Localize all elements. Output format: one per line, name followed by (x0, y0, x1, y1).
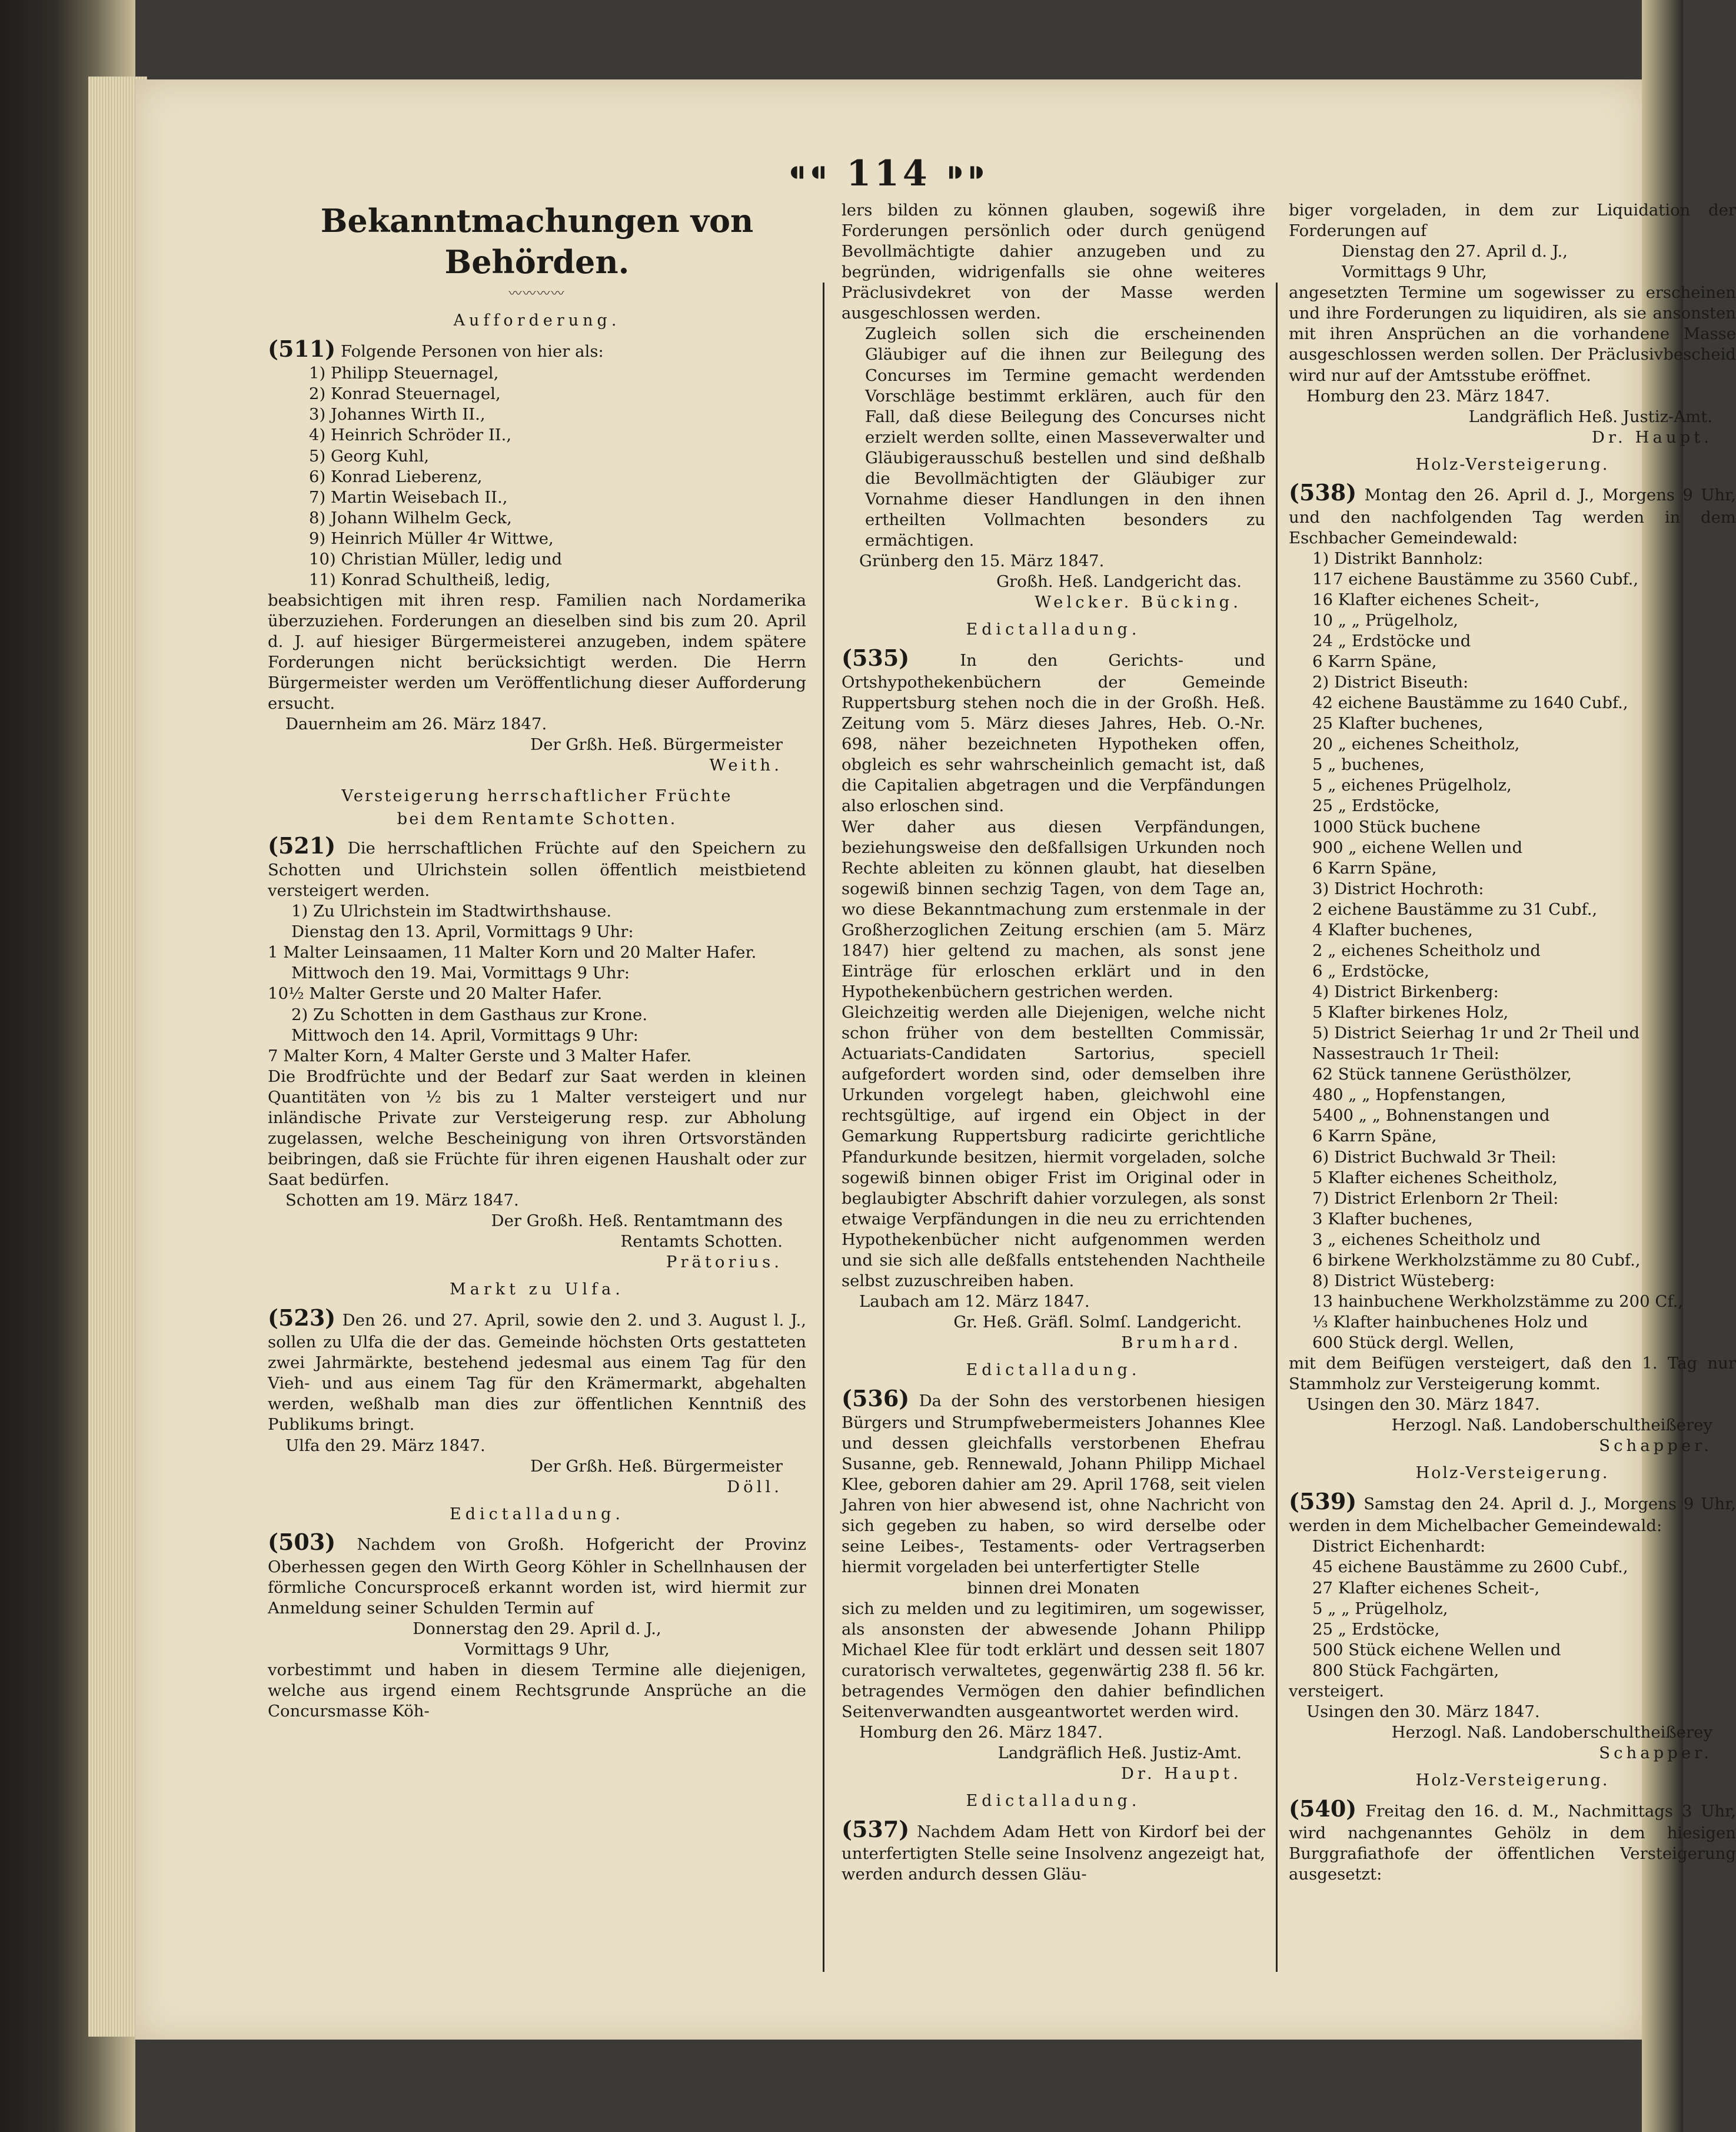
notice-place-date: Usingen den 30. März 1847. (1306, 1395, 1540, 1414)
notice-signature: Landgräflich Heß. Justiz-Amt. (997, 1744, 1242, 1763)
notice-signature-name: Schapper. (1599, 1744, 1712, 1763)
notice-body (842, 644, 1265, 817)
lot-item: 2 „ eichenes Scheitholz und (1312, 941, 1541, 960)
lot-item: 900 „ eichene Wellen und (1312, 838, 1523, 857)
notice-536 (842, 1360, 1265, 1784)
lot-item: 5 „ buchenes, (1312, 755, 1425, 775)
notice-body: vorbestimmt und haben in diesem Termine alle diejenigen, welche aus irgend einem Rechtsgrunde Ansprüche an die Concursmasse Köh- (268, 1660, 806, 1721)
notice-signature-name: Dr. Haupt. (1120, 1764, 1242, 1784)
lot-item: 6 birkene Werkholzstämme zu 80 Cubf., (1312, 1250, 1641, 1270)
notice-body: Gleichzeitig werden alle Diejenigen, welche nicht schon früher von dem bestellten Commissär, Actuariats-Candidaten Sartorius, speciell aufgefordert worden sind, oder demselben ihre Urkunden vorgelegt haben, gleichwohl eine rechtsgültige, auf irgend ein Object in der Gemarkung Ruppertsburg radicirte gerichtliche Pfandurkunde besitzen, hiermit vorgeladen, solche sogewiß binnen obiger Frist im Original oder in beglaubigter Abschrift dahier vorzulegen, als sonst etwaige Verpfändungen in die neu zu errichtenden Hypothekenbücher nicht aufgenommen werden und sie sich alle deßfalls entstehenden Nachtheile selbst zuzuschreiben haben. (842, 1003, 1265, 1290)
notice-number: (539) (1289, 1487, 1357, 1515)
notice-title: Edictalladung. (450, 1505, 624, 1523)
lot-item: 3 „ eichenes Scheitholz und (1312, 1230, 1541, 1249)
lot-item: 3) District Hochroth: (1312, 879, 1484, 898)
lot-item: 24 „ Erdstöcke und (1312, 631, 1471, 650)
page-number (135, 153, 1642, 194)
notice-539 (1289, 1463, 1736, 1764)
lot-item: 6 Karrn Späne, (1312, 858, 1437, 878)
notice-title: Holz-Versteigerung. (1415, 455, 1609, 474)
lot-item: 4 Klafter buchenes, (1312, 920, 1473, 939)
notice-subtitle: bei dem Rentamte Schotten. (397, 809, 677, 828)
notice-number: (540) (1289, 1795, 1357, 1822)
notice-outro: mit dem Beifügen versteigert, daß den 1. Tag nur Stammholz zur Versteigerung kommt. (1289, 1354, 1736, 1394)
notice-body-text: Freitag den 16. d. M., Nachmittags 3 Uhr, wird nachgenanntes Gehölz in dem hiesigen Burggrafiathofe der öffentlichen Versteigerung ausgesetzt: (1289, 1801, 1736, 1884)
notice-number: (503) (268, 1529, 336, 1556)
notice-signature-name: Brumhard. (1121, 1333, 1242, 1353)
list-item: 2) Konrad Steuernagel, (309, 384, 501, 404)
notice-signature: Gr. Heß. Gräfl. Solmſ. Landgericht. (953, 1313, 1242, 1332)
heading-ornament: 〰〰〰〰 (508, 287, 566, 302)
notice-place-date: Dauernheim am 26. März 1847. (285, 715, 547, 734)
lot-item: 800 Stück Fachgärten, (1312, 1661, 1499, 1680)
lot-item: 2) District Biseuth: (1312, 673, 1469, 692)
lot-item: 62 Stück tannene Gerüsthölzer, (1312, 1065, 1572, 1084)
notice-number: (523) (268, 1304, 336, 1331)
lot-item: 25 „ Erdstöcke, (1312, 1619, 1440, 1639)
column-rule-1 (823, 283, 824, 1972)
continued-text: biger vorgeladen, in dem zur Liquidation der Forderungen auf (1289, 201, 1736, 241)
newspaper-page (135, 79, 1736, 2040)
notice-place-date: Laubach am 12. März 1847. (859, 1291, 1090, 1311)
notice-body (842, 1815, 1265, 1885)
notice-date: Dienstag den 27. April d. J., (1342, 242, 1568, 261)
notice-signature-name: Schapper. (1599, 1436, 1712, 1456)
list-item: 9) Heinrich Müller 4r Wittwe, (309, 529, 554, 548)
lot-list (1312, 549, 1736, 1353)
lot-item: 600 Stück dergl. Wellen, (1312, 1333, 1515, 1353)
notice-signature: Der Grßh. Heß. Bürgermeister (530, 735, 783, 755)
notice-body (268, 1528, 806, 1619)
notice-body (268, 1304, 806, 1436)
lot-item: 6 Karrn Späne, (1312, 652, 1437, 672)
lot-item: 5400 „ „ Bohnenstangen und (1312, 1106, 1550, 1125)
lot-item: 45 eichene Baustämme zu 2600 Cubf., (1312, 1558, 1628, 1577)
notice-number: (536) (842, 1384, 910, 1412)
notice-title: Edictalladung. (966, 1792, 1141, 1811)
notice-body-text: Nachdem Adam Hett von Kirdorf bei der unterfertigten Stelle seine Insolvenz angezeigt hat, werden andurch dessen Gläu- (842, 1822, 1265, 1884)
lot-item: 2 eichene Baustämme zu 31 Cubf., (1312, 899, 1598, 919)
lot-list (1312, 1536, 1736, 1681)
list-item: 5) Georg Kuhl, (309, 446, 430, 466)
auction-date: Mittwoch den 14. April, Vormittags 9 Uhr: (291, 1025, 638, 1045)
notice-title: Edictalladung. (966, 620, 1141, 639)
notice-signature: Rentamts Schotten. (620, 1232, 783, 1251)
notice-outro: versteigert. (1289, 1681, 1385, 1701)
lot-item: 5 „ eichenes Prügelholz, (1312, 776, 1512, 795)
lot-item: District Eichenhardt: (1312, 1537, 1486, 1556)
lot-item: 6) District Buchwald 3r Theil: (1312, 1147, 1557, 1167)
section-heading: Bekanntmachungen von Behörden. (320, 202, 754, 281)
list-item: 11) Konrad Schultheiß, ledig, (309, 570, 551, 589)
list-item: 6) Konrad Lieberenz, (309, 467, 483, 486)
list-item: 8) Johann Wilhelm Geck, (309, 508, 512, 527)
person-list (309, 363, 806, 590)
notice-signature-name: Welcker. Bücking. (1035, 593, 1242, 612)
notice-place-date: Homburg den 26. März 1847. (859, 1722, 1103, 1742)
lot-item: 5 „ „ Prügelholz, (1312, 1599, 1448, 1618)
lot-item: 480 „ „ Hopfenstangen, (1312, 1085, 1506, 1105)
notice-intro-text: Montag den 26. April d. J., Morgens 9 Uhr, und den nachfolgenden Tag werden in dem Eschbacher Gemeindewald: (1289, 486, 1736, 547)
lot-item: 42 eichene Baustämme zu 1640 Cubf., (1312, 693, 1628, 713)
notice-signature-name: Döll. (727, 1477, 783, 1496)
notice-place-date: Schotten am 19. März 1847. (285, 1191, 519, 1210)
notice-intro-text: Die herrschaftlichen Früchte auf den Speichern zu Schotten und Ulrichstein sollen öffentlich meistbietend versteigert werden. (268, 838, 806, 901)
notice-521 (268, 786, 806, 1273)
lot-item: 6 „ Erdstöcke, (1312, 961, 1429, 981)
column-1 (268, 200, 806, 1722)
notice-place-date: Homburg den 23. März 1847. (1306, 386, 1550, 406)
lot-item: 16 Klafter eichenes Scheit-, (1312, 590, 1540, 609)
notice-body (842, 1384, 1265, 1578)
lot-item: Nassestrauch 1r Theil: (1312, 1044, 1499, 1064)
notice-title: Edictalladung. (966, 1361, 1141, 1380)
notice-body: Wer daher aus diesen Verpfändungen, beziehungsweise den deßfallsigen Urkunden noch Rechte ableiten zu können glaubt, hat dieselben sogewiß binnen sechzig Tagen, von dem Tage an, wo diese Bekanntmachung zum erstenmale in der Großherzoglichen Zeitung erschien (am 5. März 1847) hier geltend zu machen, als sonst jene Einträge für erloschen erklärt und in den Hypothekenbüchern gestrichen werden. (842, 817, 1265, 1002)
notice-title: Holz-Versteigerung. (1415, 1771, 1609, 1790)
notice-signature-name: Dr. Haupt. (1591, 427, 1712, 447)
notice-place-date: Usingen den 30. März 1847. (1306, 1702, 1540, 1721)
notice-body-text: Da der Sohn des verstorbenen hiesigen Bürgers und Strumpfwebermeisters Johannes Klee und dessen gleichfalls verstorbenen Ehefrau Susanne, geb. Rennewald, Johann Philipp Michael Klee, geboren dahier am 29. April 1768, seit vielen Jahren von hier abwesend ist, ohne Nachricht von sich gegeben zu haben, so wird derselbe oder seine Leibes-, Testaments- oder Vertragserben hiermit vorgeladen bei unterfertigter Stelle (842, 1391, 1265, 1577)
lot-item: 6 Karrn Späne, (1312, 1127, 1437, 1146)
column-2 (842, 200, 1265, 1885)
notice-signature: Landgräflich Heß. Justiz-Amt. (1468, 407, 1712, 426)
notice-signature-name: Prätorius. (666, 1253, 783, 1272)
lot-item: 3 Klafter buchenes, (1312, 1209, 1473, 1228)
auction-location: 1) Zu Ulrichstein im Stadtwirthshause. (291, 902, 612, 921)
notice-title: Holz-Versteigerung. (1415, 1464, 1609, 1483)
notice-number: (521) (268, 832, 336, 859)
lot-item: 8) District Wüsteberg: (1312, 1271, 1495, 1290)
lot-item: 5 Klafter eichenes Scheitholz, (1312, 1168, 1558, 1187)
notice-body: beabsichtigen mit ihren resp. Familien nach Nordamerika überzuziehen. Forderungen an dieselben sind bis zum 20. April d. J. auf hiesiger Bürgermeisterei anzugeben, indem spätere Forderungen nicht berücksichtigt werden. Die Herrn Bürgermeister werden um Veröffentlichung dieser Aufforderung ersucht. (268, 590, 806, 713)
notice-body (1289, 1795, 1736, 1885)
notice-number: (535) (842, 644, 910, 671)
notice-signature: Der Großh. Heß. Rentamtmann des (491, 1211, 783, 1231)
auction-date: Mittwoch den 19. Mai, Vormittags 9 Uhr: (291, 964, 630, 983)
lot-item: 4) District Birkenberg: (1312, 982, 1499, 1002)
notice-511 (268, 311, 806, 776)
lot-item: 500 Stück eichene Wellen und (1312, 1640, 1561, 1659)
list-item: 7) Martin Weisebach II., (309, 487, 508, 507)
notice-540 (1289, 1771, 1736, 1885)
lot-item: ⅓ Klafter hainbuchenes Holz und (1312, 1313, 1588, 1332)
notice-signature: Herzogl. Naß. Landoberschultheißerey (1391, 1722, 1712, 1742)
list-item: 1) Philipp Steuernagel, (309, 364, 499, 383)
lot-item: 25 „ Erdstöcke, (1312, 796, 1440, 816)
list-item: 10) Christian Müller, ledig und (309, 549, 563, 569)
auction-date: Dienstag den 13. April, Vormittags 9 Uhr: (291, 922, 634, 942)
list-item: 3) Johannes Wirth II., (309, 405, 485, 424)
auction-goods: 7 Malter Korn, 4 Malter Gerste und 3 Malter Hafer. (268, 1046, 692, 1065)
notice-date: Donnerstag den 29. April d. J., (413, 1619, 661, 1638)
notice-body: sich zu melden und zu legitimiren, um sogewisser, als ansonsten der abwesende Johann Philipp Michael Klee für todt erklärt und dessen seit 1807 curatorisch verwaltetes, gegenwärtig 238 fl. 56 kr. betragendes Vermögen den dahier befindlichen Seitenverwandten ausgeantwortet werden wird. (842, 1599, 1265, 1721)
notice-intro (1289, 479, 1736, 549)
continued-text: Zugleich sollen sich die erscheinenden Gläubiger auf die ihnen zur Beilegung des Concurses im Termine gemacht werdenden Vorschläge bestimmt erklären, auch für den Fall, daß diese Beilegung des Concurses nicht erzielt werden sollte, einen Masseverwalter und Gläubigerausschuß bestellen und sind deßhalb die Bevollmächtigten der Gläubiger zur Vornahme dieser Handlungen in den ihnen ertheilten Vollmachten besonders zu ermächtigen. (865, 324, 1265, 550)
lot-item: 1000 Stück buchene (1312, 817, 1481, 836)
notice-535 (842, 620, 1265, 1353)
notice-time: Vormittags 9 Uhr, (464, 1639, 610, 1659)
lot-item: 10 „ „ Prügelholz, (1312, 610, 1459, 630)
lot-item: 117 eichene Baustämme zu 3560 Cubf., (1312, 569, 1639, 589)
notice-intro (268, 335, 806, 363)
lot-item: 20 „ eichenes Scheitholz, (1312, 735, 1520, 754)
lot-item: 13 hainbuchene Werkholzstämme zu 200 Cf., (1312, 1291, 1684, 1311)
notice-intro-text: Samstag den 24. April d. J., Morgens 9 Uhr, werden in dem Michelbacher Gemeindewald: (1289, 1494, 1736, 1536)
lot-item: 25 Klafter buchenes, (1312, 714, 1484, 733)
lot-item: 27 Klafter eichenes Scheit-, (1312, 1578, 1540, 1598)
notice-signature: Herzogl. Naß. Landoberschultheißerey (1391, 1416, 1712, 1435)
notice-537 (842, 1791, 1265, 1885)
notice-title: Versteigerung herrschaftlicher Früchte (341, 786, 733, 805)
continued-text: lers bilden zu können glauben, sogewiß ihre Forderungen persönlich oder durch genügend Bevollmächtigte dahier anzugeben und zu begründen, widrigenfalls sie ohne weiteres Präclusivdekret von der Masse werden ausgeschlossen werden. (842, 201, 1265, 323)
lot-item: 5 Klafter birkenes Holz, (1312, 1003, 1509, 1022)
notice-number: (511) (268, 335, 336, 362)
notice-signature: Großh. Heß. Landgericht das. (996, 572, 1242, 592)
notice-body: Die Brodfrüchte und der Bedarf zur Saat werden in kleinen Quantitäten von ½ bis zu 1 Malter versteigert und nur inländische Private zur Versteigerung resp. zur Abholung zugelassen, welche Bescheinigung von ihren Ortsvorständen beibringen, daß sie Früchte für ihren eigenen Haushalt oder zur Saat bedürfen. (268, 1067, 806, 1190)
lot-item: 1) Distrikt Bannholz: (1312, 549, 1484, 568)
notice-523 (268, 1280, 806, 1497)
notice-body-text: Den 26. und 27. April, sowie den 2. und 3. August l. J., sollen zu Ulfa die der das. Gemeinde höchsten Orts gestatteten zwei Jahrmärkte, bestehend jedesmal aus einem Tag für den Vieh- und aus einem Tag für den Krämermarkt, abgehalten werden, weßhalb man dies zur öffentlichen Kenntniß des Publikums bringt. (268, 1310, 806, 1434)
notice-title: Markt zu Ulfa. (450, 1280, 624, 1299)
notice-signature: Der Grßh. Heß. Bürgermeister (530, 1456, 783, 1476)
auction-location: 2) Zu Schotten in dem Gasthaus zur Krone. (291, 1005, 648, 1024)
notice-503 (268, 1505, 806, 1722)
page-number-deco-right: ⁍⁍ (946, 153, 989, 194)
notice-number: (538) (1289, 479, 1357, 506)
continued-text: angesetzten Termine um sogewisser zu erscheinen und ihre Forderungen zu liquidiren, als sie ansonsten mit ihren Ansprüchen an die vorhandene Masse ausgeschlossen werden sollen. Der Präclusivbescheid wird nur auf der Amtsstube eröffnet. (1289, 283, 1736, 385)
notice-title: Aufforderung. (453, 311, 621, 330)
notice-time: Vormittags 9 Uhr, (1342, 263, 1487, 282)
auction-goods: 10½ Malter Gerste und 20 Malter Hafer. (268, 984, 603, 1004)
notice-intro (268, 832, 806, 902)
notice-place-date: Grünberg den 15. März 1847. (859, 552, 1105, 571)
notice-place-date: Ulfa den 29. März 1847. (285, 1436, 485, 1455)
notice-intro (1289, 1487, 1736, 1537)
page-number-value: 114 (846, 153, 931, 194)
notice-number: (537) (842, 1815, 910, 1842)
page-number-deco-left: ⁌⁌ (788, 153, 831, 194)
lot-item: 5) District Seierhag 1r und 2r Theil und (1312, 1024, 1640, 1043)
column-3 (1289, 200, 1736, 1885)
notice-signature-name: Weith. (709, 756, 783, 775)
column-rule-2 (1276, 283, 1278, 1972)
lot-item: 7) District Erlenborn 2r Theil: (1312, 1188, 1559, 1208)
notice-body-text: Nachdem von Großh. Hofgericht der Provinz Oberhessen gegen den Wirth Georg Köhler in Schellnhausen der förmliche Concursproceß erkannt worden ist, wird hiermit zur Anmeldung seiner Schulden Termin auf (268, 1535, 806, 1618)
notice-deadline: binnen drei Monaten (967, 1578, 1140, 1598)
notice-538 (1289, 455, 1736, 1457)
auction-goods: 1 Malter Leinsaamen, 11 Malter Korn und 20 Malter Hafer. (268, 943, 757, 962)
notice-intro-text: Folgende Personen von hier als: (341, 341, 604, 361)
list-item: 4) Heinrich Schröder II., (309, 426, 512, 445)
notice-body-text: In den Gerichts- und Ortshypothekenbüchern der Gemeinde Ruppertsburg stehen noch die in der Großh. Heß. Zeitung vom 5. März dieses Jahres, Heb. O.-Nr. 698, näher bezeichneten Hypotheken offen, obgleich es sehr wahrscheinlich gemacht ist, daß die Capitalien abgetragen und die Verpfändungen also erloschen sind. (842, 650, 1265, 816)
